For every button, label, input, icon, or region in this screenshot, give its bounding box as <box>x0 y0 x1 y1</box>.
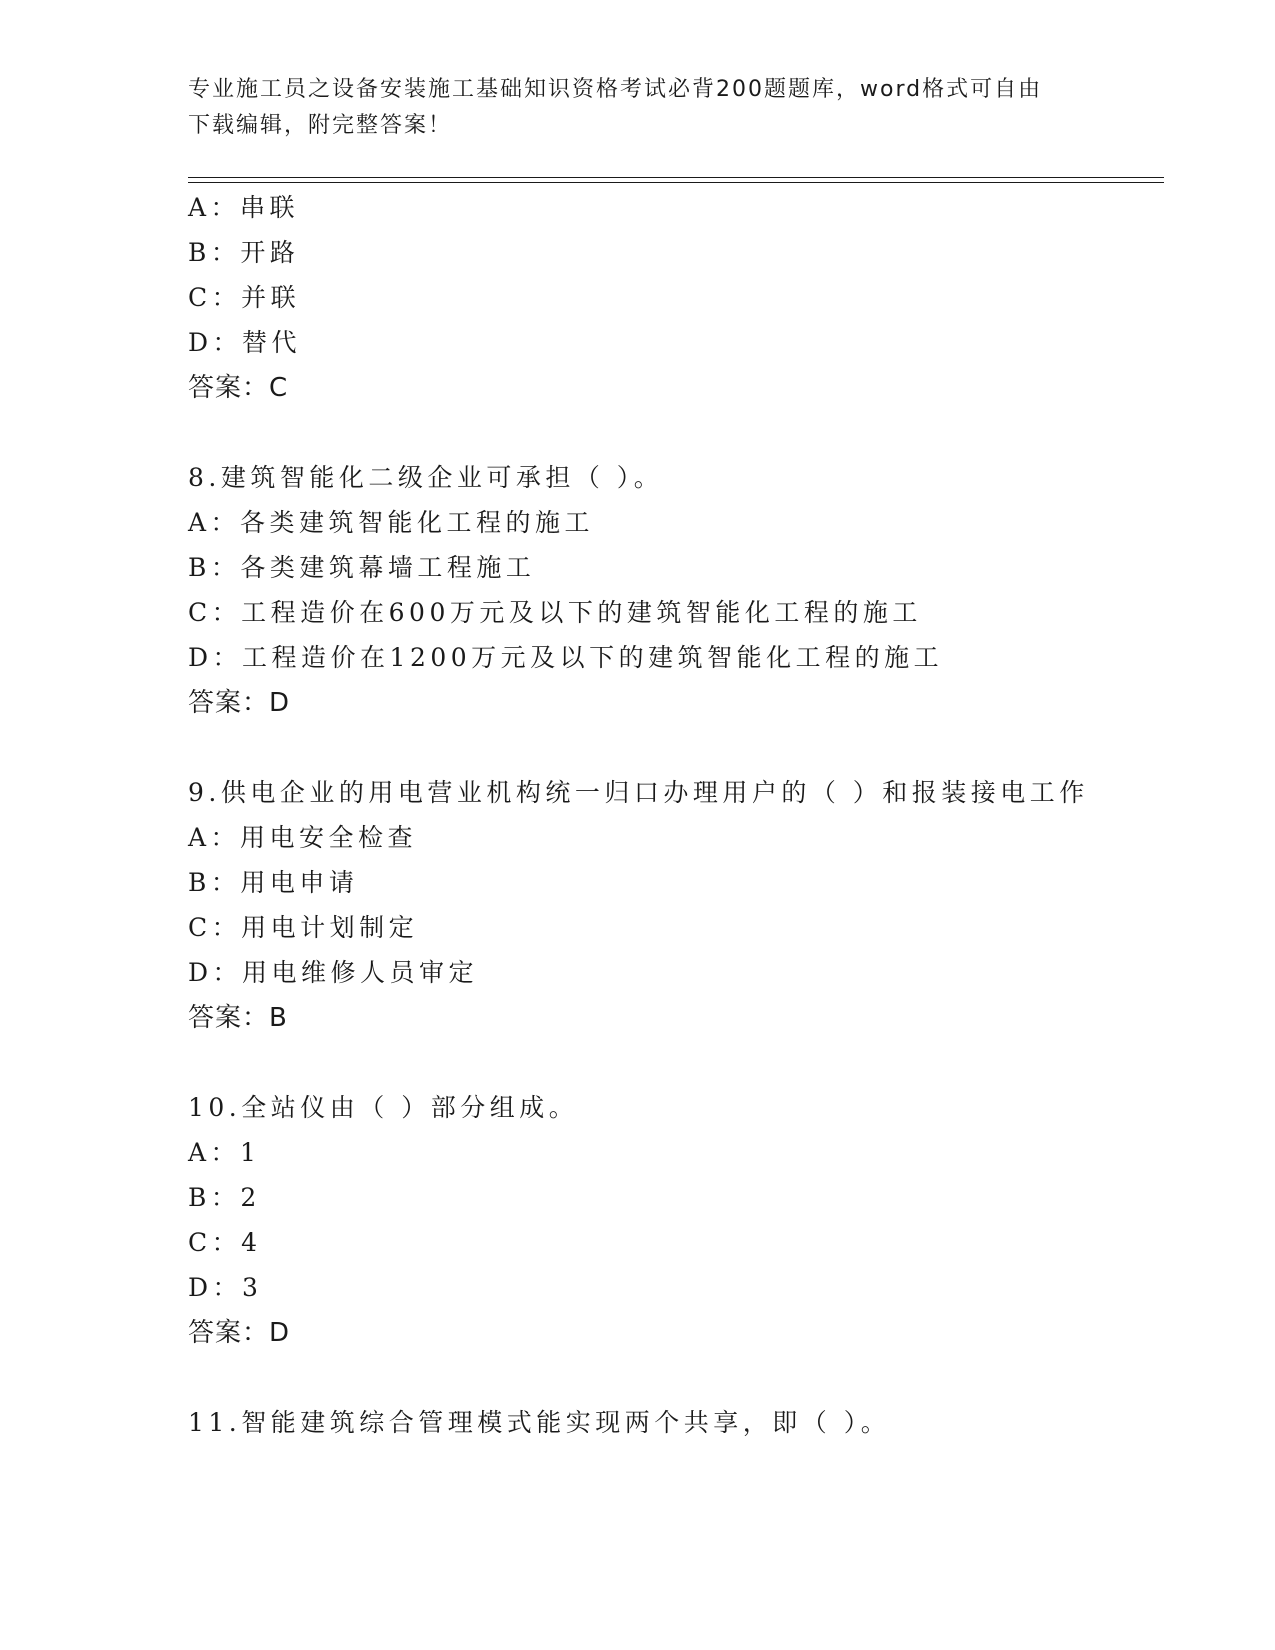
header-divider-top <box>188 177 1164 178</box>
prev-option-d: D：替代 <box>188 328 302 357</box>
question-8-answer: 答案：D <box>188 688 291 718</box>
header-title-line1: 专业施工员之设备安装施工基础知识资格考试必背200题题库，word格式可自由 <box>188 77 1043 102</box>
question-8-option-d: D：工程造价在1200万元及以下的建筑智能化工程的施工 <box>188 643 944 672</box>
document-header <box>188 72 1088 144</box>
question-10-option-a: A：1 <box>188 1138 261 1167</box>
question-8-option-c: C：工程造价在600万元及以下的建筑智能化工程的施工 <box>188 598 922 627</box>
question-9-text: 9.供电企业的用电营业机构统一归口办理用户的（ ）和报装接电工作 <box>188 778 1089 807</box>
question-10-option-b: B：2 <box>188 1183 261 1212</box>
question-9-option-c: C：用电计划制定 <box>188 913 419 942</box>
question-8-option-a: A：各类建筑智能化工程的施工 <box>188 508 595 537</box>
question-9-answer: 答案：B <box>188 1003 288 1033</box>
question-10-answer: 答案：D <box>188 1318 291 1348</box>
question-10-option-c: C：4 <box>188 1228 262 1257</box>
header-divider-bottom <box>188 182 1164 183</box>
question-10-option-d: D：3 <box>188 1273 263 1302</box>
prev-option-a: A：串联 <box>188 193 300 222</box>
prev-option-c: C：并联 <box>188 283 301 312</box>
question-10-text: 10.全站仪由（ ）部分组成。 <box>188 1093 579 1122</box>
question-8-option-b: B：各类建筑幕墙工程施工 <box>188 553 536 582</box>
question-9-option-d: D：用电维修人员审定 <box>188 958 479 987</box>
prev-option-b: B：开路 <box>188 238 300 267</box>
question-11-text: 11.智能建筑综合管理模式能实现两个共享，即（ ）。 <box>188 1408 891 1437</box>
prev-answer: 答案：C <box>188 373 289 403</box>
question-8-text: 8.建筑智能化二级企业可承担（ ）。 <box>188 463 664 492</box>
header-title-line2: 下载编辑，附完整答案！ <box>188 113 453 138</box>
question-9-option-a: A：用电安全检查 <box>188 823 418 852</box>
question-9-option-b: B：用电申请 <box>188 868 359 897</box>
